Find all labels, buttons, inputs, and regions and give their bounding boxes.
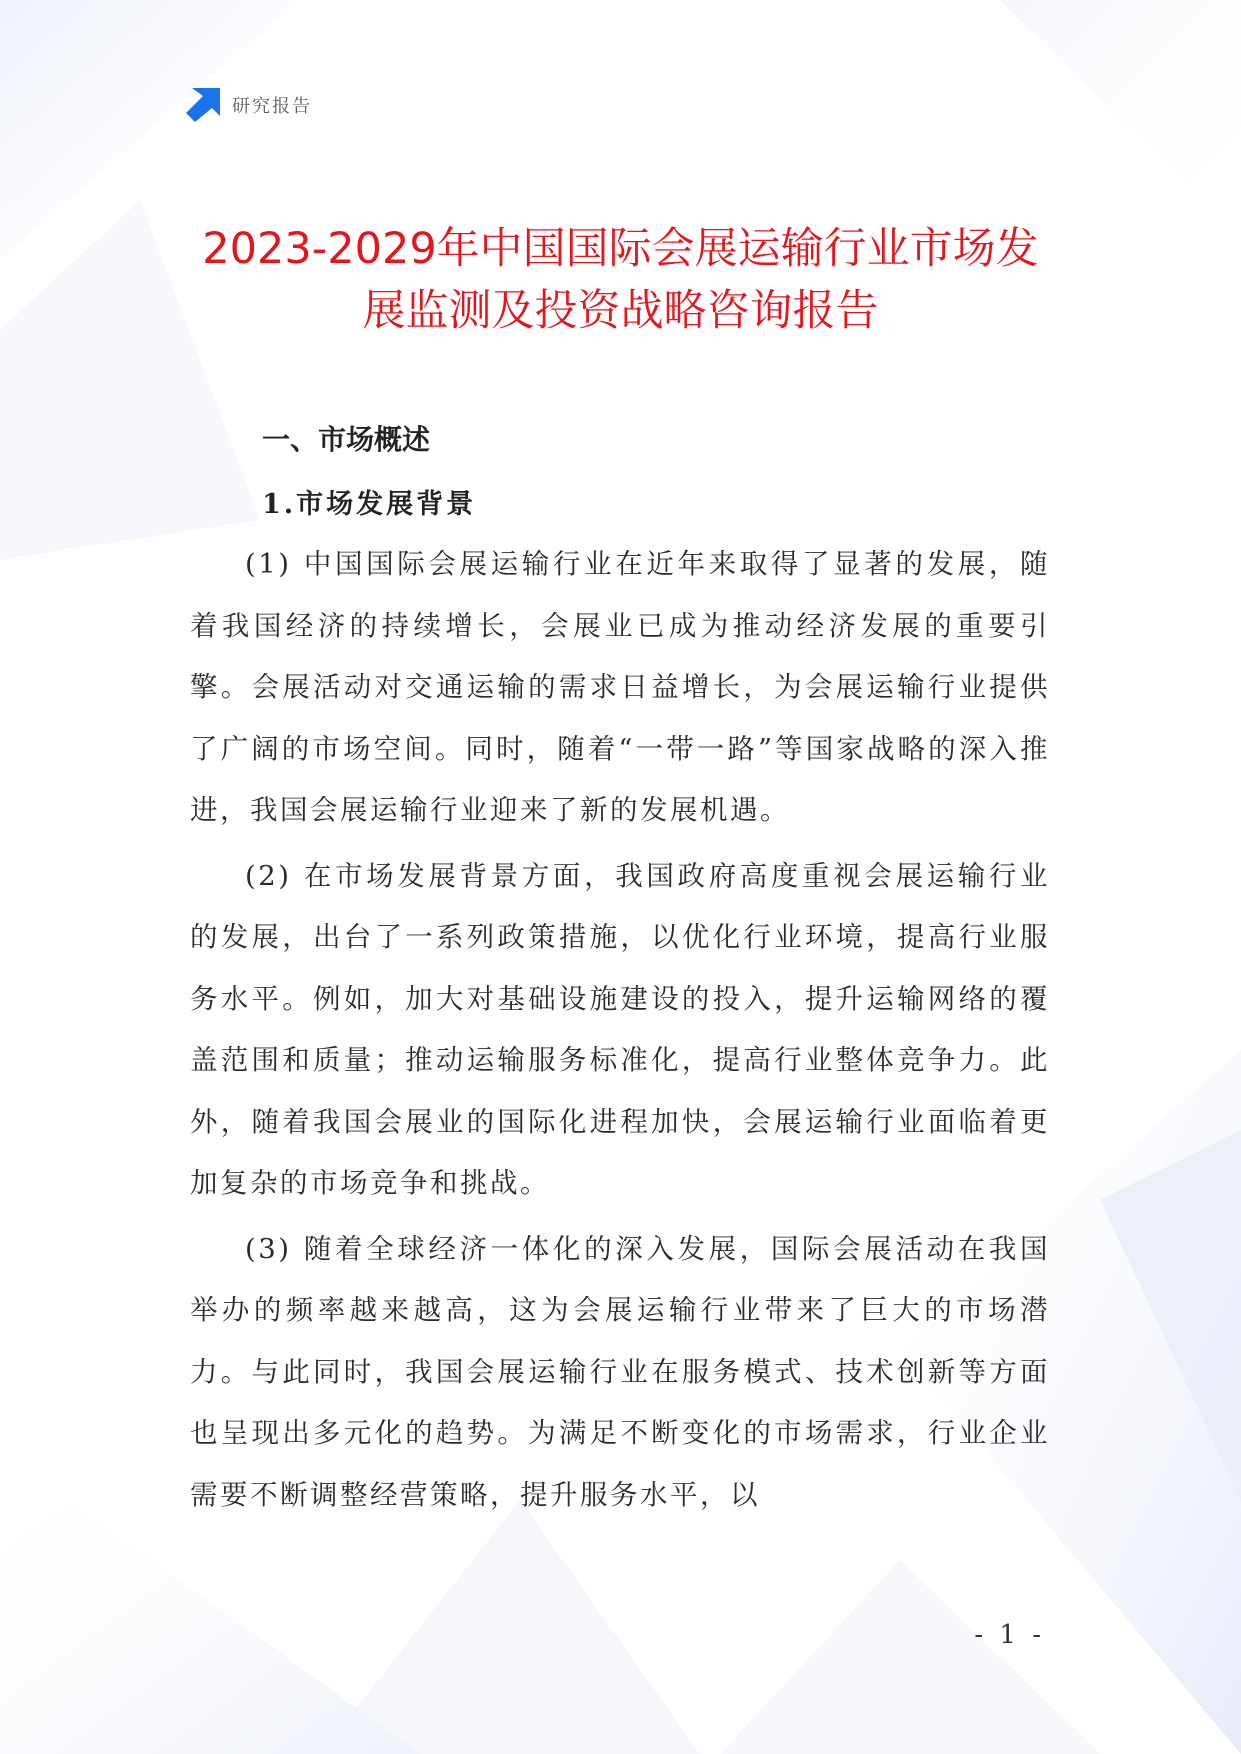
- title-line-1: 2023-2029年中国国际会展运输行业市场发: [202, 224, 1039, 274]
- paragraph-2: (2) 在市场发展背景方面，我国政府高度重视会展运输行业的发展，出台了一系列政策措施，以优化行业环境，提高行业服务水平。例如，加大对基础设施建设的投入，提升运输网络的覆盖范围和质量；推动运输服务标准化，提高行业整体竞争力。此外，随着我国会展业的国际化进程加快，会展运输行业面临着更加复杂的市场竞争和挑战。: [190, 859, 1050, 1199]
- title-line-2: 展监测及投资战略咨询报告: [362, 286, 879, 336]
- header-label: 研究报告: [232, 96, 312, 117]
- body-text: [190, 534, 1050, 1530]
- header-logo: [186, 88, 312, 122]
- sub-heading: 1.市场发展背景: [262, 489, 477, 520]
- section-heading: 一、市场概述: [262, 423, 431, 456]
- arrow-up-right-icon: [186, 88, 220, 122]
- paragraph-3: (3) 随着全球经济一体化的深入发展，国际会展活动在我国举办的频率越来越高，这为会展运输行业带来了巨大的市场潜力。与此同时，我国会展运输行业在服务模式、技术创新等方面也呈现出多元化的趋势。为满足不断变化的市场需求，行业企业需要不断调整经营策略，提升服务水平，以: [190, 1232, 1050, 1511]
- document-title: [150, 218, 1091, 342]
- paragraph-1: (1) 中国国际会展运输行业在近年来取得了显著的发展，随着我国经济的持续增长，会展业已成为推动经济发展的重要引擎。会展活动对交通运输的需求日益增长，为会展运输行业提供了广阔的市场空间。同时，随着“一带一路”等国家战略的深入推进，我国会展运输行业迎来了新的发展机遇。: [190, 548, 1050, 826]
- page-number: - 1 -: [974, 1620, 1045, 1650]
